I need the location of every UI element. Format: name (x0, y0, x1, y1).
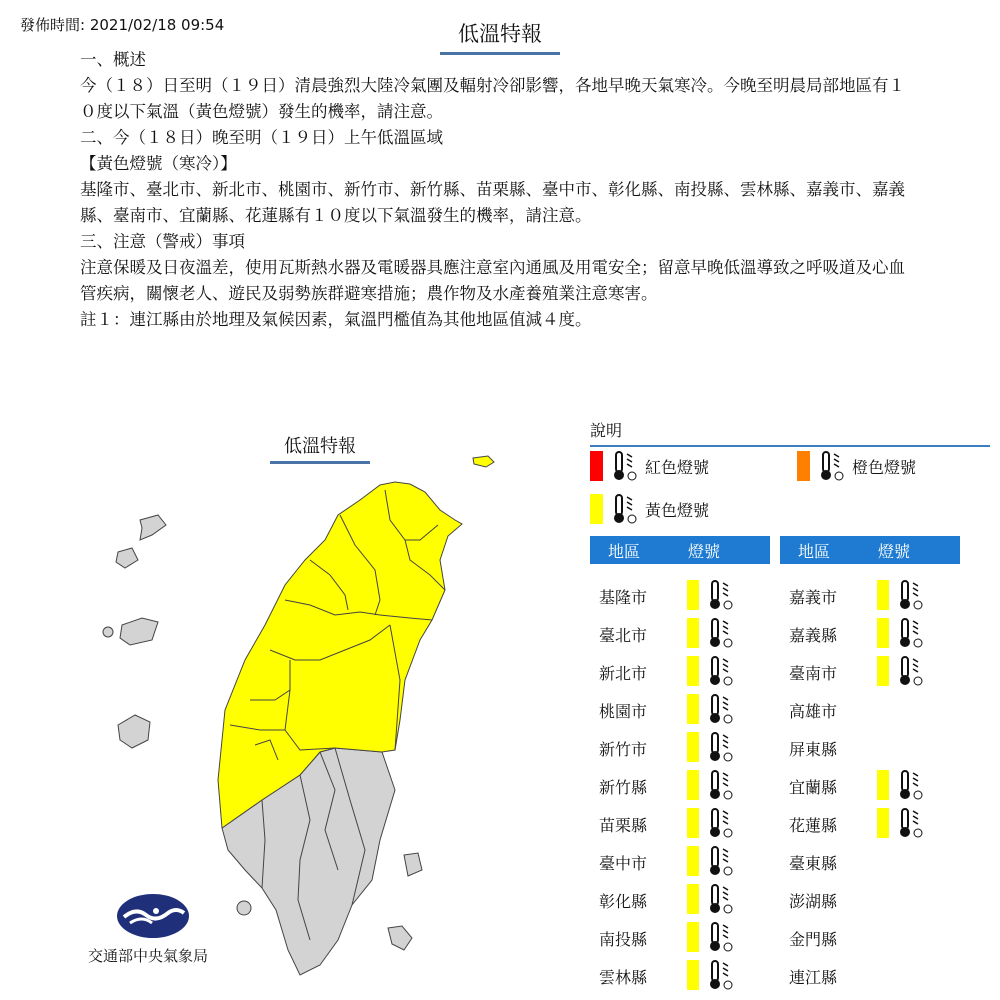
thermometer-icon (895, 769, 925, 801)
legend-orange (797, 450, 916, 482)
section-3-text: 注意保暖及日夜溫差，使用瓦斯熱水器及電暖器具應注意室內通風及用電安全；留意早晚低溫導致之呼吸道及心血管疾病，關懷老人、遊民及弱勢族群避寒措施；農作物及水產養殖業注意寒害。 (80, 258, 905, 303)
signal-cell (877, 769, 931, 801)
signal-cell (687, 655, 741, 687)
table-row (789, 880, 959, 918)
region-name: 基隆市 (599, 588, 648, 607)
table-row (789, 728, 959, 766)
table-row (599, 728, 769, 766)
section-2-heading: 二、今（１８日）晚至明（１９日）上午低溫區域 (80, 128, 443, 147)
region-name: 臺東縣 (789, 854, 838, 873)
region-name: 宜蘭縣 (789, 778, 838, 797)
signal-bar (687, 846, 699, 876)
orange-swatch (797, 451, 810, 481)
legend-yellow (590, 493, 709, 525)
table-row (599, 956, 769, 994)
thermometer-icon (705, 807, 735, 839)
region-name: 南投縣 (599, 930, 648, 949)
thermometer-icon (705, 693, 735, 725)
signal-cell (687, 921, 741, 953)
legend-yellow-label: 黃色燈號 (645, 500, 710, 520)
cwb-logo (116, 893, 190, 939)
section-1-text: 今（１８）日至明（１９日）清晨強烈大陸冷氣團及輻射冷卻影響，各地早晚天氣寒冷。今晚至明晨局部地區有１０度以下氣溫（黃色燈號）發生的機率，請注意。 (80, 76, 905, 121)
signal-bar (687, 922, 699, 952)
table-row (599, 880, 769, 918)
table-row (599, 652, 769, 690)
region-name: 彰化縣 (599, 892, 648, 911)
legend-red-label: 紅色燈號 (645, 457, 710, 477)
region-name: 苗栗縣 (599, 816, 648, 835)
signal-bar (687, 808, 699, 838)
thermometer-icon (895, 617, 925, 649)
table-row (789, 652, 959, 690)
map-title: 低溫特報 (270, 432, 370, 464)
section-3-heading: 三、注意（警戒）事項 (80, 232, 245, 251)
small-island (237, 901, 251, 915)
thermometer-icon (816, 450, 846, 482)
agency-name: 交通部中央氣象局 (88, 947, 209, 965)
region-name: 新竹市 (599, 740, 648, 759)
matsu-island (473, 456, 494, 467)
signal-bar (687, 656, 699, 686)
section-2-text: 基隆市、臺北市、新北市、桃園市、新竹市、新竹縣、苗栗縣、臺中市、彰化縣、南投縣、雲林縣、嘉義市、嘉義縣、臺南市、宜蘭縣、花蓮縣有１０度以下氣溫發生的機率，請注意。 (80, 180, 905, 225)
table-row (789, 614, 959, 652)
table-header-left (590, 536, 770, 564)
thermometer-icon (705, 845, 735, 877)
table-row (789, 690, 959, 728)
signal-bar (687, 732, 699, 762)
thermometer-icon (705, 655, 735, 687)
signal-cell (687, 617, 741, 649)
region-name: 新竹縣 (599, 778, 648, 797)
table-row (789, 804, 959, 842)
signal-cell (877, 617, 931, 649)
signal-bar (877, 618, 889, 648)
bulletin-text (80, 47, 940, 333)
signal-cell (687, 883, 741, 915)
thermometer-icon (705, 617, 735, 649)
signal-cell (687, 731, 741, 763)
signal-cell (687, 845, 741, 877)
orchid-island (388, 926, 412, 950)
penghu-islands (103, 515, 166, 748)
signal-cell (877, 807, 931, 839)
region-name: 桃園市 (599, 702, 648, 721)
signal-cell (687, 807, 741, 839)
signal-cell (687, 959, 741, 991)
region-name: 連江縣 (789, 968, 838, 987)
thermometer-icon (705, 769, 735, 801)
signal-bar (877, 580, 889, 610)
region-name: 臺中市 (599, 854, 648, 873)
table-row (599, 576, 769, 614)
region-name: 嘉義市 (789, 588, 838, 607)
region-name: 澎湖縣 (789, 892, 838, 911)
signal-bar (687, 960, 699, 990)
table-row (789, 918, 959, 956)
legend-red (590, 450, 709, 482)
signal-bar (687, 884, 699, 914)
table-row (599, 842, 769, 880)
signal-cell (877, 655, 931, 687)
thermometer-icon (705, 579, 735, 611)
column-region: 地區 (798, 541, 831, 561)
section-2-subheading: 【黃色燈號（寒冷）】 (80, 154, 237, 173)
table-row (789, 956, 959, 994)
table-row (599, 690, 769, 728)
table-row (789, 766, 959, 804)
page-title: 低溫特報 (440, 18, 560, 55)
column-region: 地區 (608, 541, 641, 561)
yellow-swatch (590, 494, 603, 524)
signal-bar (877, 808, 889, 838)
signal-bar (877, 770, 889, 800)
region-name: 屏東縣 (789, 740, 838, 759)
table-header-right (780, 536, 960, 564)
region-name: 嘉義縣 (789, 626, 838, 645)
region-name: 雲林縣 (599, 968, 648, 987)
table-row (789, 842, 959, 880)
region-name: 新北市 (599, 664, 648, 683)
thermometer-icon (895, 579, 925, 611)
legend-heading: 說明 (590, 418, 990, 447)
table-row (599, 614, 769, 652)
region-name: 臺南市 (789, 664, 838, 683)
signal-cell (877, 579, 931, 611)
signal-cell (687, 693, 741, 725)
thermometer-icon (895, 807, 925, 839)
legend-orange-label: 橙色燈號 (852, 457, 917, 477)
green-island (404, 853, 422, 876)
region-name: 花蓮縣 (789, 816, 838, 835)
column-signal: 燈號 (688, 541, 721, 561)
thermometer-icon (705, 731, 735, 763)
thermometer-icon (705, 883, 735, 915)
thermometer-icon (609, 493, 639, 525)
region-name: 金門縣 (789, 930, 838, 949)
table-row (599, 804, 769, 842)
signal-cell (687, 579, 741, 611)
section-1-heading: 一、概述 (80, 50, 146, 69)
thermometer-icon (705, 921, 735, 953)
signal-bar (687, 618, 699, 648)
region-name: 高雄市 (789, 702, 838, 721)
signal-bar (687, 770, 699, 800)
red-swatch (590, 451, 603, 481)
thermometer-icon (609, 450, 639, 482)
table-row (789, 576, 959, 614)
thermometer-icon (895, 655, 925, 687)
signal-bar (687, 580, 699, 610)
table-row (599, 766, 769, 804)
table-row (599, 918, 769, 956)
signal-bar (687, 694, 699, 724)
region-name: 臺北市 (599, 626, 648, 645)
issue-time: 發佈時間: 2021/02/18 09:54 (20, 16, 225, 34)
signal-cell (687, 769, 741, 801)
signal-bar (877, 656, 889, 686)
column-signal: 燈號 (878, 541, 911, 561)
note-text: 註１：連江縣由於地理及氣候因素，氣溫門檻值為其他地區值減４度。 (80, 310, 592, 329)
thermometer-icon (705, 959, 735, 991)
